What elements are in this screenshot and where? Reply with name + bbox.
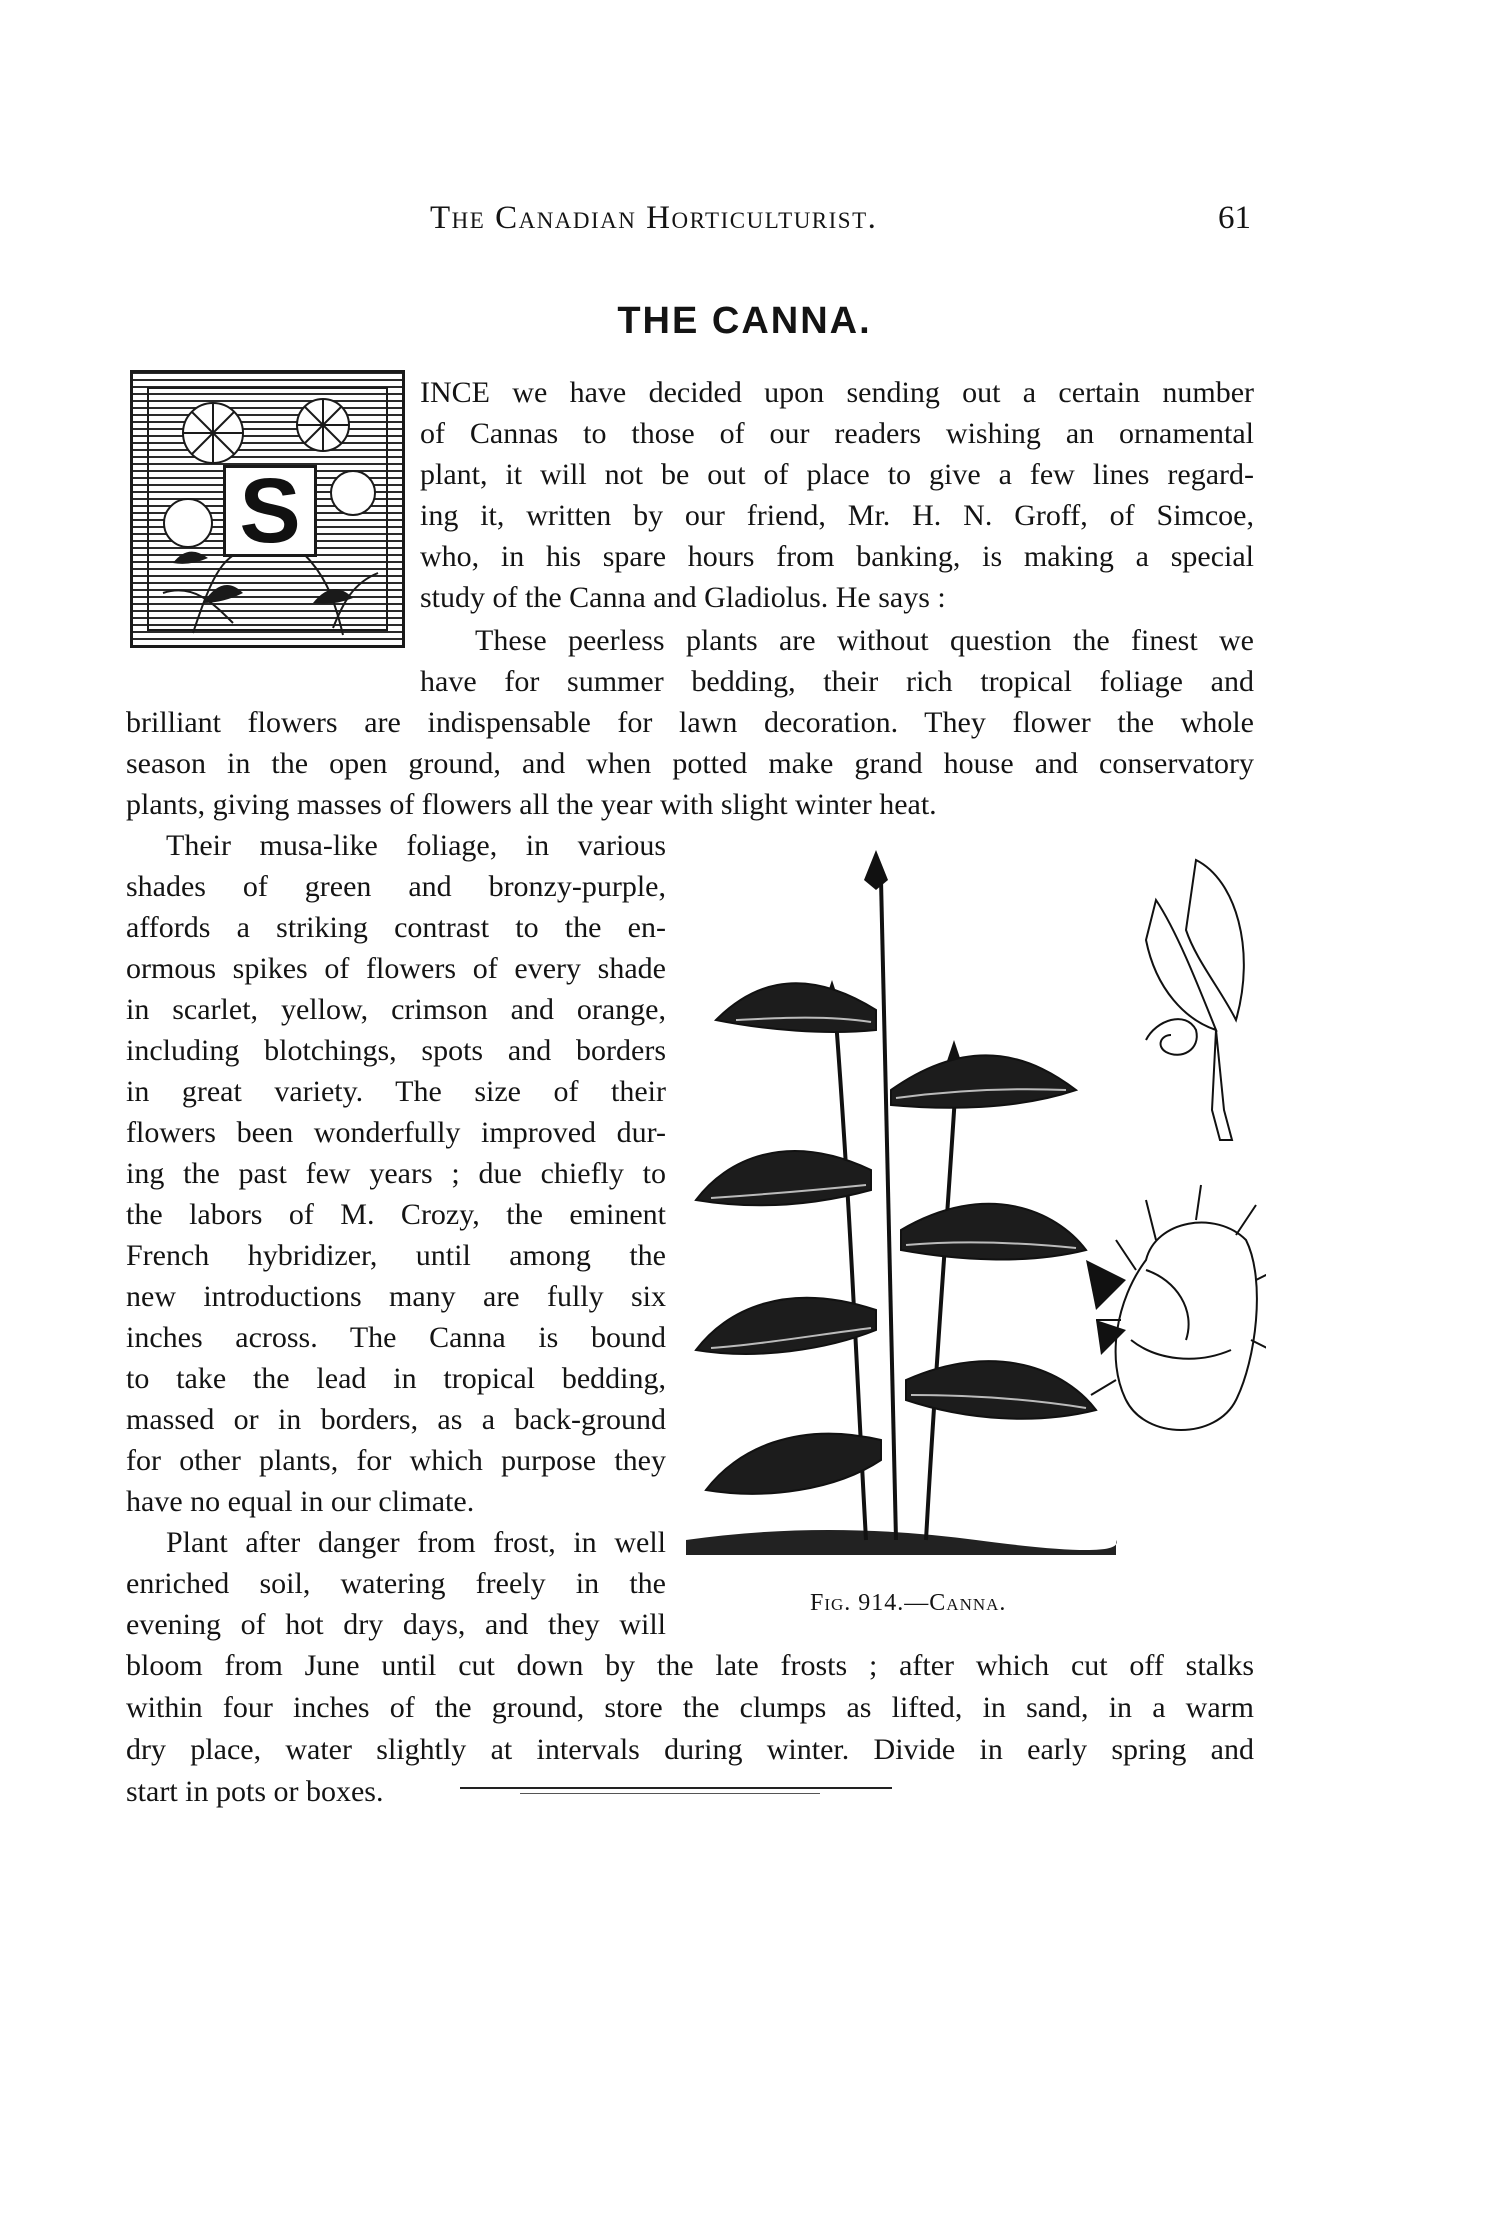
canna-rootstock-icon <box>1086 1185 1266 1430</box>
text-line: bloom from June until cut down by the late frosts ; after which cut off stalks <box>126 1649 1254 1682</box>
text-line: INCE we have decided upon sending out a certain number <box>420 376 1254 409</box>
canna-flower-icon <box>1146 860 1244 1140</box>
text-line: to take the lead in tropical bedding, <box>126 1362 666 1395</box>
section-divider <box>460 1787 892 1789</box>
text-line: who, in his spare hours from banking, is making a special <box>420 540 1254 573</box>
drop-cap-letter-box <box>223 460 317 562</box>
text-line: inches across. The Canna is bound <box>126 1321 666 1354</box>
text-line: study of the Canna and Gladiolus. He says : <box>420 581 946 614</box>
text-line: of Cannas to those of our readers wishing an ornamental <box>420 417 1254 450</box>
text-line: Plant after danger from frost, in well <box>166 1526 666 1559</box>
text-line: flowers been wonderfully improved dur- <box>126 1116 666 1149</box>
text-line: within four inches of the ground, store the clumps as lifted, in sand, in a warm <box>126 1691 1254 1724</box>
text-line: enriched soil, watering freely in the <box>126 1567 666 1600</box>
text-line: have no equal in our climate. <box>126 1485 475 1518</box>
text-line: in scarlet, yellow, crimson and orange, <box>126 993 666 1026</box>
text-line: new introductions many are fully six <box>126 1280 666 1313</box>
text-line: ormous spikes of flowers of every shade <box>126 952 666 985</box>
text-line: plants, giving masses of flowers all the year with slight winter heat. <box>126 788 937 821</box>
canna-illustration <box>676 840 1266 1580</box>
drop-cap-letter: S <box>239 460 301 562</box>
text-line: French hybridizer, until among the <box>126 1239 666 1272</box>
text-line: for other plants, for which purpose they <box>126 1444 666 1477</box>
text-line: These peerless plants are without question the finest we <box>475 624 1254 657</box>
canna-plant-icon <box>686 850 1117 1555</box>
text-line: dry place, water slightly at intervals during winter. Divide in early spring and <box>126 1733 1254 1766</box>
running-title: The Canadian Horticulturist. <box>430 200 878 236</box>
text-line: plant, it will not be out of place to give a few lines regard- <box>420 458 1254 491</box>
text-line: brilliant flowers are indispensable for lawn decoration. They flower the whole <box>126 706 1254 739</box>
article-title: THE CANNA. <box>617 300 872 342</box>
text-line: the labors of M. Crozy, the eminent <box>126 1198 666 1231</box>
text-line: season in the open ground, and when potted make grand house and conservatory <box>126 747 1254 780</box>
text-line: shades of green and bronzy-purple, <box>126 870 666 903</box>
text-line: including blotchings, spots and borders <box>126 1034 666 1067</box>
text-line: in great variety. The size of their <box>126 1075 666 1108</box>
page-number: 61 <box>1218 200 1251 236</box>
text-line: ing it, written by our friend, Mr. H. N. Groff, of Simcoe, <box>420 499 1254 532</box>
drop-cap-ornament <box>130 370 405 648</box>
text-line: affords a striking contrast to the en- <box>126 911 666 944</box>
figure-caption: Fig. 914.—Canna. <box>810 1590 1007 1616</box>
text-line: start in pots or boxes. <box>126 1775 384 1808</box>
text-line: Their musa-like foliage, in various <box>166 829 666 862</box>
text-line: massed or in borders, as a back-ground <box>126 1403 666 1436</box>
text-line: have for summer bedding, their rich tropical foliage and <box>420 665 1254 698</box>
text-line: ing the past few years ; due chiefly to <box>126 1157 666 1190</box>
text-line: evening of hot dry days, and they will <box>126 1608 666 1641</box>
